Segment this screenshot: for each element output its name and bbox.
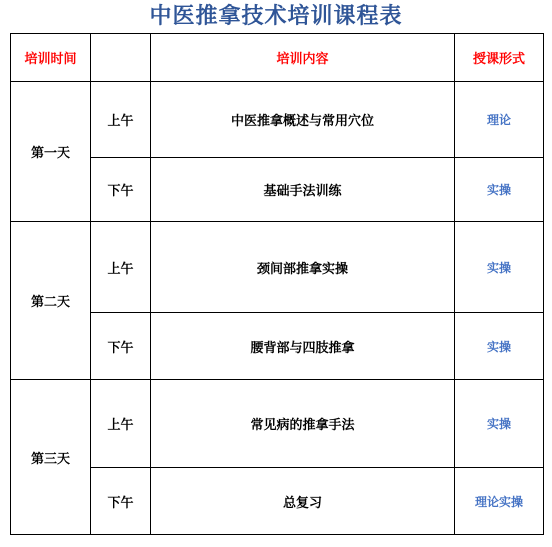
- table-row: [11, 380, 544, 468]
- slot-label: 上午: [91, 380, 151, 468]
- table-row: [11, 222, 544, 313]
- teaching-mode: 实操: [455, 313, 544, 380]
- table-row: [11, 468, 544, 535]
- header-slot: [91, 34, 151, 82]
- slot-label: 上午: [91, 222, 151, 313]
- course-content: 中医推拿概述与常用穴位: [151, 82, 455, 158]
- teaching-mode: 理论实操: [455, 468, 544, 535]
- table-row: [11, 82, 544, 158]
- course-content: 常见病的推拿手法: [151, 380, 455, 468]
- course-content: 基础手法训练: [151, 158, 455, 222]
- slot-label: 下午: [91, 468, 151, 535]
- course-content: 总复习: [151, 468, 455, 535]
- header-training-content: 培训内容: [151, 34, 455, 82]
- slot-label: 下午: [91, 158, 151, 222]
- slot-label: 下午: [91, 313, 151, 380]
- day-label: 第二天: [11, 222, 91, 380]
- teaching-mode: 理论: [455, 82, 544, 158]
- header-training-time: 培训时间: [11, 34, 91, 82]
- slot-label: 上午: [91, 82, 151, 158]
- schedule-table: [10, 33, 544, 535]
- teaching-mode: 实操: [455, 158, 544, 222]
- header-teaching-mode: 授课形式: [455, 34, 544, 82]
- table-row: [11, 313, 544, 380]
- teaching-mode: 实操: [455, 222, 544, 313]
- table-row: [11, 158, 544, 222]
- page-title: 中医推拿技术培训课程表: [149, 4, 403, 29]
- course-content: 腰背部与四肢推拿: [151, 313, 455, 380]
- teaching-mode: 实操: [455, 380, 544, 468]
- course-content: 颈间部推拿实操: [151, 222, 455, 313]
- day-label: 第三天: [11, 380, 91, 535]
- table-header-row: [11, 34, 544, 82]
- day-label: 第一天: [11, 82, 91, 222]
